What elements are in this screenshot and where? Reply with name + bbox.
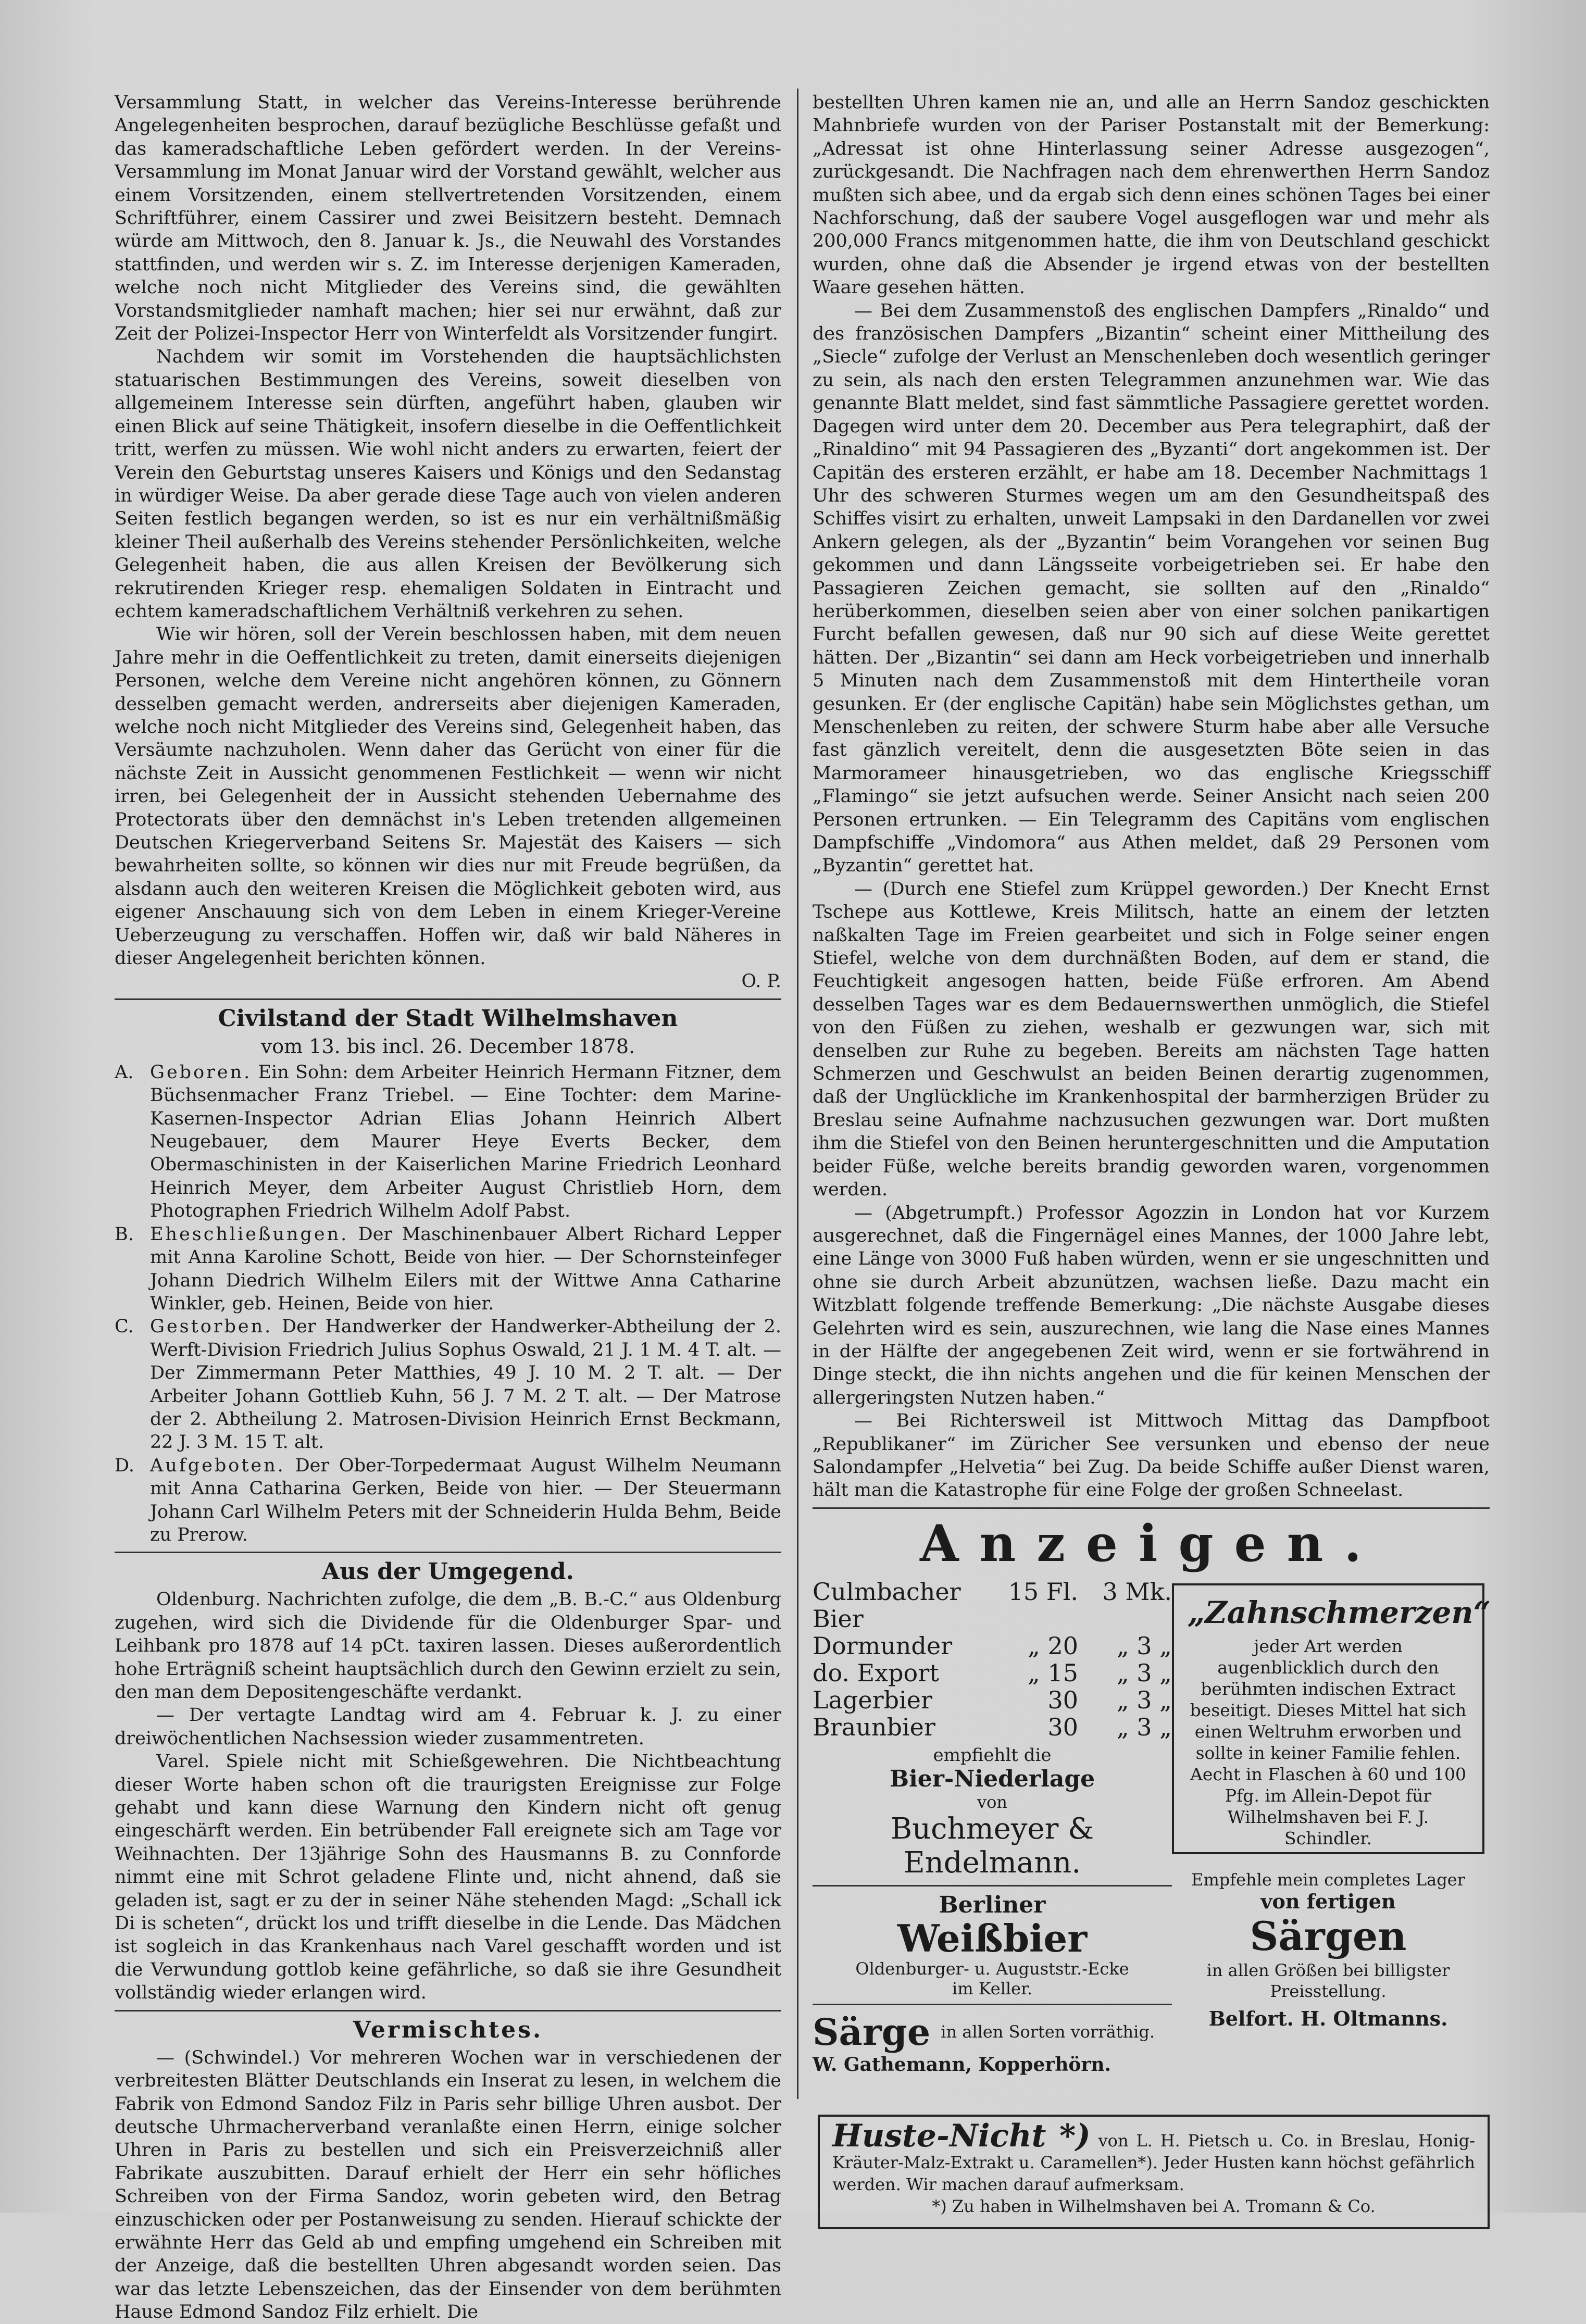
article-paragraph: bestellten Uhren kamen nie an, und alle an Herrn Sandoz geschickten Mahnbriefe wurden von der Pariser Postanstalt mit der Bemerkung: „Adressat ist ohne Hinterlassung seiner Adresse ausgezogen“, zurückgesandt. Die Nachfragen nach dem ehrenwerthen Herrn Sandoz mußten sich abee, und da ergab sich denn eines schönen Tages bei einer Nachforschung, daß der saubere Vogel ausgeflogen war und mehr als 200,000 Francs mitgenommen hatte, die ihm von Deutschland geschickt wurden, ohne daß die Absender je irgend etwas von der bestellten Waare gesehen hätten.	[813, 92, 1490, 298]
article-signature: O. P.	[741, 971, 781, 992]
article-paragraph: — Der vertagte Landtag wird am 4. Februar k. J. zu einer dreiwöchentlichen Nachsession wieder zusammentreten.	[115, 1705, 781, 1749]
saerge-firm: W. Gathemann, Kopperhörn.	[813, 2053, 1112, 2076]
divider	[813, 1885, 1172, 1886]
weissbier-label: Weißbier	[897, 1916, 1088, 1960]
article-paragraph: — Bei dem Zusammenstoß des englischen Dampfers „Rinaldo“ und des französischen Dampfers „Bizantin“ scheint einer Mittheilung des „Siecle“ zufolge der Verlust an Menschenleben doch wesentlich geringer zu sein, als nach den ersten Telegrammen anzunehmen war. Wie das genannte Blatt meldet, sind fast sämmtliche Passagiere gerettet worden. Dagegen wird unter dem 20. December aus Pera telegraphirt, daß der „Rinaldino“ mit 94 Passagieren des „Byzanti“ dort angekommen ist. Der Capitän des ersteren erzählt, er habe am 18. December Nachmittags 1 Uhr des schweren Sturmes wegen um am den Gesundheitspaß des Schiffes visirt zu erhalten, unweit Lampsaki in den Dardanellen vor zwei Ankern gelegen, als der „Byzantin“ beim Vorangehen vor seinen Bug gekommen und dann Längsseite vorbeigetrieben sei. Er habe den Passagieren Zeichen gemacht, sie sollten auf den „Rinaldo“ herüberkommen, dieselben seien aber von einer solchen panikartigen Furcht befallen gewesen, daß nur 90 sich auf diese Weite gerettet hätten. Der „Bizantin“ sei dann am Heck vorbeigetrieben und innerhalb 5 Minuten nach dem Zusammenstoß mit dem Hintertheile voran gesunken. Er (der englische Capitän) habe sein Möglichstes gethan, um Menschenleben zu reiten, der schwere Sturm habe aber alle Versuche fast gänzlich vereitelt, denn die ausgesetzten Böte seien in das Marmorameer hinausgetrieben, wo das englische Kriegsschiff „Flamingo“ sie jetzt aufsuchen werde. Seiner Ansicht nach seien 200 Personen ertrunken. — Ein Telegramm des Capitäns vom englischen Dampfschiffe „Vindomora“ aus Athen meldet, daß 29 Personen vom „Byzantin“ gerettet hat.	[813, 300, 1490, 877]
oltmanns-saergen: Särgen	[1250, 1913, 1407, 1959]
left-column	[115, 91, 781, 2324]
huste-nicht-text: von L. H. Pietsch u. Co. in Breslau, Honig-Kräuter-Malz-Extrakt u. Caramellen*). Jeder Husten kann höchst gefährlich werden. Wir machen darauf aufmerksam.	[832, 2130, 1475, 2194]
ads-area	[813, 1578, 1490, 2234]
civil-title: Civilstand der Stadt Wilhelmshaven	[218, 1005, 678, 1032]
civil-item	[115, 1315, 781, 1454]
weissbier-address: Oldenburger- u. Auguststr.-Ecke	[855, 1958, 1129, 1979]
civil-item-label: A.	[115, 1061, 134, 1083]
divider	[813, 1507, 1490, 1509]
oltmanns-firm: Belfort. H. Oltmanns.	[1208, 2006, 1448, 2030]
civil-item-head: Aufgeboten.	[150, 1455, 285, 1476]
beer-row: Braunbier 30 „ 3 „	[813, 1713, 1172, 1741]
article-paragraph: — (Abgetrumpft.) Professor Agozzin in London hat vor Kurzem ausgerechnet, daß die Fingernägel eines Mannes, der 1000 Jahre lebt, eine Länge von 3000 Fuß haben würden, wenn er sie ungeschnitten und ohne sie durch Arbeit abzunützen, wachsen ließe. Dazu macht ein Witzblatt folgende treffende Bemerkung: „Die nächste Ausgabe dieses Gelehrten wird es sein, auszurechnen, wie lang die Nase eines Mannes in der Hälfte der angegebenen Zeit wird, wenn er sie fortwährend in Dinge steckt, die ihn nichts angehen und die für keinen Menschen der allergeringsten Nutzen haben.“	[813, 1202, 1490, 1408]
oltmanns-line: in allen Größen bei billigster Preisstellung.	[1206, 1960, 1450, 2001]
oltmanns-line: von fertigen	[1260, 1889, 1396, 1913]
beer-row: Lagerbier 30 „ 3 „	[813, 1685, 1172, 1714]
huste-nicht-ad	[818, 2115, 1490, 2229]
beer-row: Dormunder „ 20 „ 3 „	[813, 1631, 1172, 1660]
divider	[115, 2010, 781, 2011]
berliner-label: Berliner	[939, 1891, 1046, 1918]
article-paragraph: — Bei Richtersweil ist Mittwoch Mittag das Dampfboot „Republikaner“ im Züricher See versunken und ebenso der neue Salondampfer „Helvetia“ bei Zug. Da beide Schiffe außer Dienst waren, hält man die Katastrophe für eine Folge der großen Schneelast.	[813, 1410, 1490, 1501]
huste-nicht-word: Huste-Nicht *)	[832, 2117, 1091, 2154]
ads-title: Anzeigen.	[920, 1514, 1382, 1573]
civil-item-text: Ein Sohn: dem Arbeiter Heinrich Hermann Fitzner, dem Büchsenmacher Franz Triebel. — Eine Tochter: dem Marine-Kasernen-Inspector Adrian Elias Johann Heinrich Albert Neugebauer, dem Maurer Heye Everts Becker, dem Obermaschinisten in der Kaiserlichen Marine Friedrich Leonhard Heinrich Meyer, dem Arbeiter August Christlieb Horn, dem Photographen Friedrich Wilhelm Adolf Pabst.	[150, 1061, 781, 1222]
huste-nicht-foot: *) Zu haben in Wilhelmshaven bei A. Tromann & Co.	[932, 2196, 1376, 2216]
beer-recommend: empfiehlt die	[933, 1744, 1052, 1766]
civil-item-head: Gestorben.	[150, 1316, 273, 1338]
civil-item-text: Der Ober-Torpedermaat August Wilhelm Neumann mit Anna Catharina Gerken, Beide von hier. — Der Steuermann Johann Carl Wilhelm Peters mit der Schneiderin Hulda Behm, Beide zu Prerow.	[150, 1455, 781, 1545]
civil-item-text: Der Handwerker der Handwerker-Abtheilung der 2. Werft-Division Friedrich Julius Sophus Oswald, 21 J. 1 M. 4 T. alt. — Der Zimmermann Peter Matthies, 49 J. 10 M. 2 T. alt. — Der Arbeiter Johann Gottlieb Kuhn, 56 J. 7 M. 2 T. alt. — Der Matrose der 2. Abtheilung 2. Matrosen-Division Heinrich Ernst Beckmann, 22 J. 3 M. 15 T. alt.	[150, 1316, 781, 1453]
oltmanns-ad	[1172, 1870, 1484, 2030]
beer-ad	[813, 1578, 1172, 2076]
column-divider	[797, 89, 798, 2099]
beer-von: von	[977, 1792, 1007, 1812]
civil-item-head: Eheschließungen.	[150, 1223, 349, 1245]
article-paragraph: Wie wir hören, soll der Verein beschlossen haben, mit dem neuen Jahre mehr in die Oeffentlichkeit zu treten, damit einerseits diejenigen Personen, welche dem Vereine nicht angehören können, zu Gönnern desselben gemacht werden, andrerseits aber diejenigen Kameraden, welche noch nicht Mitglieder des Vereins sind, Gelegenheit haben, das Versäumte nachzuholen. Wenn daher das Gerücht von einer für die nächste Zeit in Aussicht genommenen Festlichkeit — wenn wir nicht irren, bei Gelegenheit der in Aussicht stehenden Uebernahme des Protectorats über den demnächst in's Leben tretenden allgemeinen Deutschen Kriegerverband Seitens Sr. Majestät des Kaisers — sich bewahrheiten sollte, so können wir dies nur mit Freude begrüßen, da alsdann auch den weiteren Kreisen die Möglichkeit geboten wird, aus eigener Anschauung sich von dem Leben in einem Krieger-Vereine Ueberzeugung zu verschaffen. Hoffen wir, daß wir bald Näheres in dieser Angelegenheit berichten können.	[115, 624, 781, 969]
article-paragraph: — (Schwindel.) Vor mehreren Wochen war in verschiedenen der verbreitesten Blätter Deutschlands ein Inserat zu lesen, in welchem die Fabrik von Edmond Sandoz Filz in Paris sehr billige Uhren ausbot. Der deutsche Uhrmacherverband veranlaßte einen Herrn, einige solcher Uhren in Paris zu bestellen und sich ein Preisverzeichniß aller Fabrikate auszubitten. Darauf erhielt der Herr ein sehr höfliches Schreiben von der Firma Sandoz, worin gebeten wird, den Betrag einzuschicken oder per Postanweisung zu senden. Hierauf schickte der erwähnte Herr das Geld ab und empfing umgehend ein Schreiben mit der Anzeige, daß die bestellten Uhren abgesandt worden seien. Das war das letzte Lebenszeichen, das der Einsender von dem berühmten Hause Edmond Sandoz Filz erhielt. Die	[115, 2047, 781, 2323]
article-paragraph: — (Durch ene Stiefel zum Krüppel geworden.) Der Knecht Ernst Tschepe aus Kottlewe, Kreis Militsch, hatte an einem der letzten naßkalten Tage im Freien gearbeitet und sich in Folge seiner engen Stiefel, welche von dem durchnäßten Boden, auf dem er stand, die Feuchtigkeit angesogen hatten, beide Füße erfroren. Am Abend desselben Tages war es dem Bedauernswerthen unmöglich, die Stiefel von den Füßen zu ziehen, weshalb er gezwungen war, sich mit denselben zur Ruhe zu begeben. Bereits am nächsten Tage hatten Schmerzen und Geschwulst an beiden Beinen derartig zugenommen, daß der Unglückliche im Krankenhospital der barmherzigen Brüder zu Breslau seine Aufnahme nachzusuchen gezwungen war. Dort mußten ihm die Stiefel von den Beinen heruntergeschnitten und die Amputation beider Füße, welche bereits brandig geworden waren, vorgenommen werden.	[813, 878, 1490, 1201]
weissbier-keller: im Keller.	[952, 1978, 1033, 1998]
beer-firm: Buchmeyer & Endelmann.	[890, 1811, 1094, 1880]
right-column	[813, 91, 1490, 2234]
civil-item-text: Der Maschinenbauer Albert Richard Lepper mit Anna Karoline Schott, Beide von hier. — Der Schornsteinfeger Johann Diedrich Wilhelm Eilers mit der Wittwe Anna Catharine Winkler, geb. Heinen, Beide von hier.	[150, 1223, 781, 1314]
beer-shop: Bier-Niederlage	[889, 1765, 1095, 1792]
civil-item-label: C.	[115, 1316, 134, 1338]
civil-item-head: Geboren.	[150, 1061, 252, 1083]
zahnschmerzen-text: jeder Art werden augenblicklich durch den berühmten indischen Extract beseitigt. Dieses Mittel hat sich einen Weltruhm erworben und sollte in keiner Familie fehlen. Aecht in Flaschen à 60 und 100 Pfg. im Allein-Depot für Wilhelmshaven bei F. J. Schindler.	[1190, 1635, 1467, 1848]
zahnschmerzen-title: „Zahnschmerzen“	[1188, 1594, 1491, 1630]
divider	[813, 2004, 1172, 2005]
civil-item-label: B.	[115, 1223, 134, 1245]
civil-item	[115, 1061, 781, 1223]
civil-item	[115, 1223, 781, 1316]
article-paragraph: Nachdem wir somit im Vorstehenden die hauptsächlichsten statuarischen Bestimmungen des Vereins, soweit dieselben von allgemeinem Interesse sein dürften, angeführt haben, glauben wir einen Blick auf seine Thätigkeit, insofern dieselbe in die Oeffentlichkeit tritt, werfen zu müssen. Wie wohl nicht anders zu erwarten, feiert der Verein den Geburtstag unseres Kaisers und Königs und den Sedanstag in würdiger Weise. Da aber gerade diese Tage auch von vielen anderen Seiten festlich begangen werden, so ist es nur ein verhältnißmäßig kleiner Theil außerhalb des Vereins stehender Persönlichkeiten, welche Gelegenheit haben, die aus allen Kreisen der Bevölkerung sich rekrutirenden Krieger resp. ehemaligen Soldaten in Eintracht und echtem kameradschaftlichem Verhältniß verkehren zu sehen.	[115, 346, 781, 622]
saerge-text: in allen Sorten vorräthig.	[941, 2022, 1155, 2042]
vermischtes-title: Vermischtes.	[353, 2016, 543, 2043]
civil-item-label: D.	[115, 1455, 134, 1476]
saerge-ad	[813, 2010, 1172, 2054]
article-paragraph: Varel. Spiele nicht mit Schießgewehren. Die Nichtbeachtung dieser Worte haben schon oft die traurigsten Ereignisse zur Folge gehabt und kann diese Warnung den Kindern nicht oft genug eingeschärft werden. Ein betrübender Fall ereignete sich am Tage vor Weihnachten. Der 13jährige Sohn des Hausmanns B. zu Connforde nimmt eine mit Schrot geladene Flinte und, nicht ahnend, daß sie geladen ist, sagt er zu der in seiner Nähe stehenden Magd: „Schall ick Di is scheten“, drückt los und trifft dieselbe in die Lende. Das Mädchen ist sogleich in das Krankenhaus nach Varel geschafft worden und ist die Verwundung gottlob keine gefährliche, so daß sie ihre Gesundheit vollständig wieder erlangen wird.	[115, 1751, 781, 2004]
civil-item	[115, 1454, 781, 1547]
umgegend-title: Aus der Umgegend.	[322, 1558, 574, 1585]
divider	[115, 998, 781, 1000]
beer-row: Culmbacher Bier 15 Fl. 3 Mk.	[813, 1577, 1172, 1633]
article-paragraph: Oldenburg. Nachrichten zufolge, die dem „B. B.-C.“ aus Oldenburg zugehen, wird sich die Dividende für die Oldenburger Spar- und Leihbank pro 1878 auf 14 pCt. taxiren lassen. Dieses außerordentlich hohe Erträgniß scheint hauptsächlich durch den Gewinn erzielt zu sein, den man dem Depositengeschäfte verdankt.	[115, 1589, 781, 1703]
beer-row: do. Export „ 15 „ 3 „	[813, 1658, 1172, 1687]
divider	[115, 1552, 781, 1553]
zahnschmerzen-ad	[1172, 1583, 1491, 1854]
oltmanns-line: Empfehle mein completes Lager	[1191, 1869, 1465, 1890]
saerge-word: Särge	[813, 2010, 931, 2054]
civil-subtitle: vom 13. bis incl. 26. December 1878.	[260, 1034, 635, 1058]
article-paragraph: Versammlung Statt, in welcher das Vereins-Interesse berührende Angelegenheiten besprochen, darauf bezügliche Beschlüsse gefaßt und das kameradschaftliche Leben gefördert werden. In der Vereins-Versammlung im Monat Januar wird der Vorstand gewählt, welcher aus einem Vorsitzenden, einem stellvertretenden Vorsitzenden, einem Schriftführer, einem Cassirer und zwei Beisitzern besteht. Demnach würde am Mittwoch, den 8. Januar k. Js., die Neuwahl des Vorstandes stattfinden, und werden wir s. Z. im Interesse derjenigen Kameraden, welche noch nicht Mitglieder des Vereins sind, die gewählten Vorstandsmitglieder namhaft machen; hier sei nur erwähnt, daß zur Zeit der Polizei-Inspector Herr von Winterfeldt als Vorsitzender fungirt.	[115, 92, 781, 345]
